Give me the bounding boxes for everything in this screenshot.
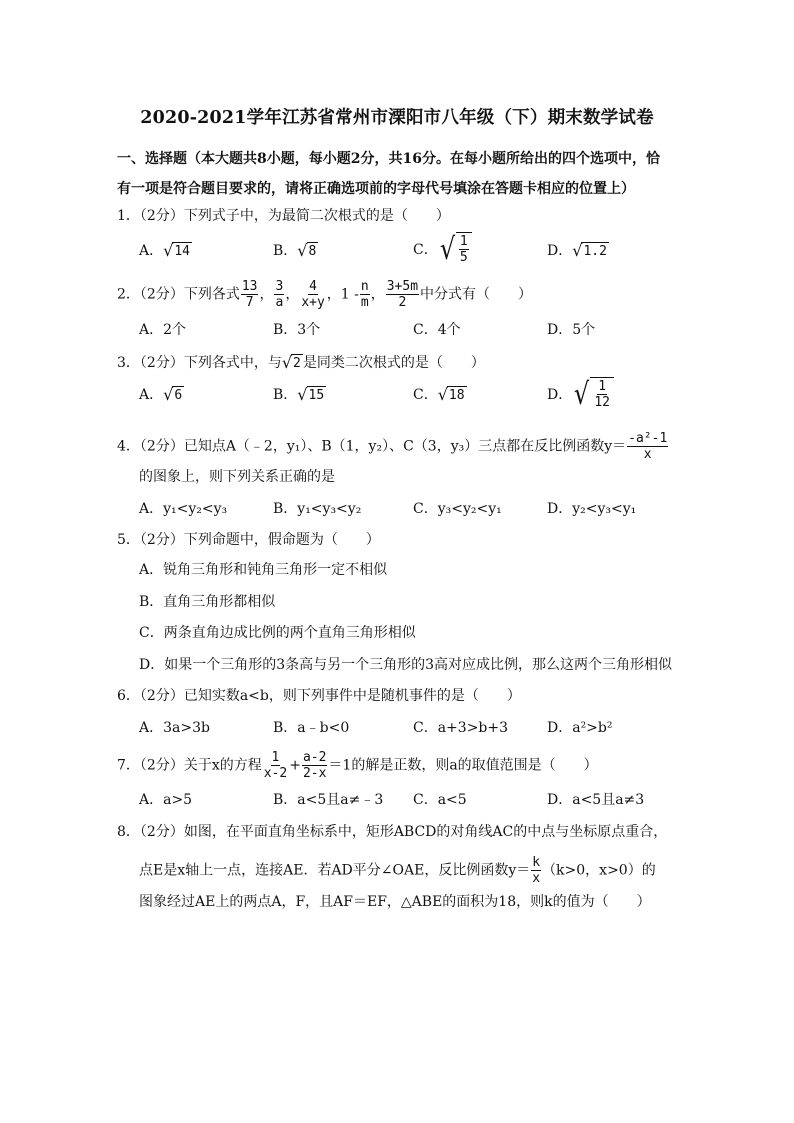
q7-fraction-1: $\frac{1}{x-2}$ xyxy=(263,750,288,781)
q1-d-label: D． xyxy=(547,243,573,259)
question-5-stem: 5．（2分）下列命题中，假命题为（ ） xyxy=(117,532,380,548)
question-7-stem: 7．（2分）关于x的方程 $\frac{1}{x-2}$ + $\frac{a-2}{2-x}$ ＝1的解是正数，则a的取值范围是（ ） xyxy=(117,750,598,781)
q7-option-b[interactable]: B．a<5且a≠﹣3 xyxy=(273,792,384,808)
page-title: 2020-2021学年江苏省常州市溧阳市八年级（下）期末数学试卷 xyxy=(140,108,654,128)
q2-fraction-3: $\frac{4}{x+y}$ xyxy=(301,279,325,310)
q8-function-fraction: $\frac{k}{x}$ xyxy=(532,855,541,886)
q1-b-label: B． xyxy=(273,243,298,259)
q6-option-b[interactable]: B．a﹣b<0 xyxy=(273,720,350,736)
q3-d-radical: √ $\frac{1}{12}$ xyxy=(572,377,614,413)
q4-option-c[interactable]: C．y₃<y₂<y₁ xyxy=(413,501,502,517)
q1-option-a[interactable] xyxy=(139,241,192,261)
q1-b-radical: √ 8 xyxy=(297,241,317,260)
q1-option-b[interactable] xyxy=(273,241,318,261)
q7-option-a[interactable]: A．a>5 xyxy=(139,792,193,808)
q3-c-radical: √ 18 xyxy=(437,385,465,404)
q1-option-d[interactable] xyxy=(547,241,609,261)
question-4-stem: 4．（2分）已知点A（﹣2，y₁）、B（1，y₂）、C（3，y₃）三点都在反比例函数y＝ $\frac{\text{-a²-1}}{x}$ xyxy=(117,431,668,462)
q5-option-d[interactable]: D．如果一个三角形的3条高与另一个三角形的3高对应成比例，那么这两个三角形相似 xyxy=(139,657,673,673)
q4-option-d[interactable]: D．y₂<y₃<y₁ xyxy=(547,501,637,517)
q1-a-label: A． xyxy=(139,243,164,259)
q3-stem-radical: √ 2 xyxy=(281,353,301,372)
q1-a-radical: √ 14 xyxy=(163,241,190,260)
q7-fraction-2: $\frac{a-2}{2-x}$ xyxy=(302,750,327,781)
q4-option-a[interactable]: A．y₁<y₂<y₃ xyxy=(139,501,228,517)
q2-fraction-4: $\frac{n}{m}$ xyxy=(360,279,369,310)
q4-option-b[interactable]: B．y₁<y₃<y₂ xyxy=(273,501,362,517)
q3-option-d[interactable]: D． √ $\frac{1}{12}$ xyxy=(547,377,614,413)
question-3-stem: 3．（2分）下列各式中，与 √ 2 是同类二次根式的是（ ） xyxy=(117,353,485,372)
q3-option-a[interactable]: A． √ 6 xyxy=(139,385,183,404)
q7-option-c[interactable]: C．a<5 xyxy=(413,792,467,808)
q2-option-b[interactable]: B．3个 xyxy=(273,322,321,338)
q2-option-a[interactable]: A．2个 xyxy=(139,322,187,338)
q1-c-radical: √ $\frac{1}{5}$ xyxy=(438,232,472,268)
q5-option-c[interactable]: C．两条直角边成比例的两个直角三角形相似 xyxy=(139,625,416,641)
question-2-stem: 2．（2分）下列各式 $\frac{13}{7}$ ， $\frac{3}{a}$ ， $\frac{4}{x+y}$ ，1 - $\frac{n}{m}$ ， $\frac{3+5m}{2}$ 中分式有（ ） xyxy=(117,279,533,310)
question-1-stem: 1．（2分）下列式子中，为最简二次根式的是（ ） xyxy=(117,208,450,224)
question-4-line2: 的图象上，则下列关系正确的是 xyxy=(139,469,335,485)
q2-fraction-2: $\frac{3}{a}$ xyxy=(275,279,284,310)
question-8-line2: 点E是x轴上一点，连接AE．若AD平分∠OAE，反比例函数y＝ $\frac{k}{x}$ （k>0，x>0）的 xyxy=(139,855,656,886)
q4-function-fraction: $\frac{\text{-a²-1}}{x}$ xyxy=(628,431,668,462)
q3-option-b[interactable]: B． √ 15 xyxy=(273,385,325,404)
question-6-stem: 6．（2分）已知实数a<b，则下列事件中是随机事件的是（ ） xyxy=(117,688,521,704)
q5-option-a[interactable]: A．锐角三角形和钝角三角形一定不相似 xyxy=(139,562,388,578)
q2-fraction-5: $\frac{3+5m}{2}$ xyxy=(386,279,419,310)
section-heading-line2: 有一项是符合题目要求的，请将正确选项前的字母代号填涂在答题卡相应的位置上） xyxy=(117,181,635,197)
q2-fraction-1: $\frac{13}{7}$ xyxy=(241,279,258,310)
q3-a-radical: √ 6 xyxy=(163,385,183,404)
q5-option-b[interactable]: B．直角三角形都相似 xyxy=(139,594,276,610)
q3-b-radical: √ 15 xyxy=(297,385,325,404)
q7-option-d[interactable]: D．a<5且a≠3 xyxy=(547,792,645,808)
q1-c-label: C． xyxy=(413,242,438,258)
q6-option-d[interactable]: D．a²>b² xyxy=(547,720,613,736)
question-8-line1: 8．（2分）如图，在平面直角坐标系中，矩形ABCD的对角线AC的中点与坐标原点重合， xyxy=(117,824,668,840)
section-heading-line1: 一、选择题（本大题共8小题，每小题2分，共16分。在每小题所给出的四个选项中，恰 xyxy=(117,151,660,167)
q1-d-radical: √ 1.2 xyxy=(572,241,607,260)
q6-option-c[interactable]: C．a+3>b+3 xyxy=(413,720,509,736)
q6-option-a[interactable]: A．3a>3b xyxy=(139,720,210,736)
q3-option-c[interactable]: C． √ 18 xyxy=(413,385,465,404)
question-8-line3: 图象经过AE上的两点A，F，且AF＝EF，△ABE的面积为18，则k的值为（ ） xyxy=(139,894,651,910)
q2-option-d[interactable]: D．5个 xyxy=(547,322,596,338)
q2-option-c[interactable]: C．4个 xyxy=(413,322,461,338)
q1-option-c[interactable] xyxy=(413,232,472,268)
